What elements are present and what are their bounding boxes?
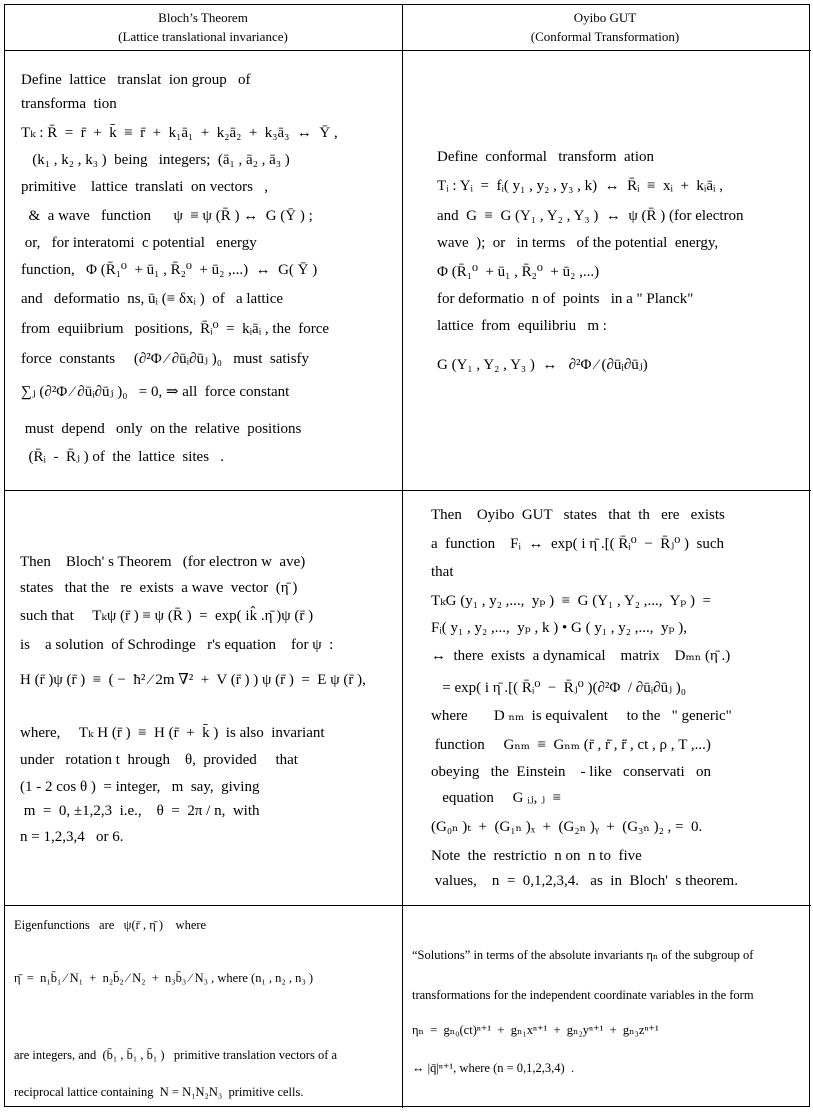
oyibo-theorem-line: Then Oyibo GUT states that th ere exists — [431, 507, 725, 523]
bloch-definition-line: from equiibrium positions, R̄ᵢ⁰ = kᵢāᵢ , the force — [21, 321, 330, 337]
bloch-theorem-line: such that Tₖψ (r̄ ) ≡ ψ (R̄ ) = exp( ik̂ .η̄ )ψ (r̄ ) — [20, 608, 314, 624]
eigenfunction-line: reciprocal lattice containing N = N₁N₂N₃ primitive cells. — [14, 1085, 304, 1099]
oyibo-theorem-line: a function Fᵢ ↔ exp( i η̄ .[( R̄ᵢ⁰ − R̄ⱼ⁰ ) such — [431, 536, 724, 552]
oyibo-definition-line: Φ (R̄₁⁰ + ū₁ , R̄₂⁰ + ū₂ ,...) — [437, 264, 600, 280]
oyibo-theorem-line: = exp( i η̄ .[( R̄ᵢ⁰ − R̄ⱼ⁰ )(∂²Φ / ∂ūᵢ∂ūⱼ )₀ — [431, 680, 687, 696]
bloch-theorem-line: Then Bloch' s Theorem (for electron w ave) — [20, 554, 306, 570]
oyibo-theorem-line: ↔ there exists a dynamical matrix Dₘₙ (η̄ .) — [431, 648, 731, 664]
bloch-theorem-line: (1 - 2 cos θ ) = integer, m say, giving — [20, 779, 260, 795]
oyibo-theorem-line: values, n = 0,1,2,3,4. as in Bloch' s theorem. — [431, 873, 738, 889]
bloch-definition-line: must depend only on the relative positions — [21, 421, 302, 437]
oyibo-definition-line: lattice from equilibriu m : — [437, 318, 607, 334]
solution-line: ηₙ = gₙ₀(ct)ⁿ⁺¹ + gₙ₁xⁿ⁺¹ + gₙ₂yⁿ⁺¹ + gₙ₃zⁿ⁺¹ — [412, 1023, 659, 1037]
bloch-theorem-line: n = 1,2,3,4 or 6. — [20, 829, 124, 845]
solution-line: “Solutions” in terms of the absolute invariants ηₙ of the subgroup of — [412, 948, 754, 962]
oyibo-theorem-line: TₖG (y₁ , y₂ ,..., yₚ ) ≡ G (Y₁ , Y₂ ,..., Yₚ ) = — [431, 593, 711, 609]
oyibo-definition-line: Define conformal transform ation — [437, 149, 655, 165]
header-left: Bloch’s Theorem — [158, 10, 248, 25]
oyibo-theorem-line: equation G ᵢⱼ, ⱼ ≡ — [431, 790, 562, 806]
bloch-theorem-line: m = 0, ±1,2,3 i.e., θ = 2π / n, with — [20, 803, 260, 819]
eigenfunction-line: are integers, and (b̄₁ , b̄₁ , b̄₁ ) primitive translation vectors of a — [14, 1048, 338, 1062]
bloch-definition-line: primitive lattice translati on vectors , — [21, 179, 269, 195]
eigenfunction-line: η̄ = n₁b̄₁ ⁄ N₁ + n₂b̄₂ ⁄ N₂ + n₃b̄₃ ⁄ N₃ , where (n₁ , n₂ , n₃ ) — [14, 971, 314, 985]
oyibo-theorem-line: that — [431, 564, 454, 580]
bloch-definition-line: (R̄ᵢ - R̄ⱼ ) of the lattice sites . — [21, 449, 225, 465]
bloch-theorem-line: is a solution of Schrodinge r's equation for ψ : — [20, 637, 334, 653]
oyibo-theorem-line: obeying the Einstein - like conservati on — [431, 764, 711, 780]
row-divider — [4, 490, 811, 491]
solution-line: ↔ |q̄|ⁿ⁺¹, where (n = 0,1,2,3,4) . — [412, 1061, 575, 1075]
bloch-definition-line: Define lattice translat ion group of — [21, 72, 251, 88]
header-right: (Conformal Transformation) — [530, 29, 680, 44]
column-divider — [402, 4, 403, 1108]
bloch-definition-line: and deformatio ns, ūᵢ (≡ δxᵢ ) of a lattice — [21, 291, 284, 307]
solution-line: transformations for the independent coordinate variables in the form — [412, 988, 754, 1002]
oyibo-theorem-line: Fᵢ( y₁ , y₂ ,..., yₚ , k ) • G ( y₁ , y₂ ,..., yₚ ), — [431, 620, 688, 636]
bloch-theorem-line: H (r̄ )ψ (r̄ ) ≡ ( − ħ² ⁄ 2m ∇² + V (r̄ ) ) ψ (r̄ ) = E ψ (r̄ ), — [20, 672, 366, 688]
bloch-definition-line: transforma tion — [21, 96, 117, 112]
oyibo-definition-line: wave ); or in terms of the potential energy, — [437, 235, 719, 251]
bloch-definition-line: ∑ⱼ (∂²Φ ⁄ ∂ūᵢ∂ūⱼ )₀ = 0, ⇒ all force constant — [21, 384, 290, 400]
oyibo-theorem-line: where D ₙₘ is equivalent to the " generic" — [431, 708, 732, 724]
oyibo-theorem-line: function Gₙₘ ≡ Gₙₘ (r̄ , ṙ̄ , r̈̄ , ct , ρ , T ,...) — [431, 737, 711, 753]
bloch-definition-line: function, Φ (R̄₁⁰ + ū₁ , R̄₂⁰ + ū₂ ,...) ↔ G( Ȳ ) — [21, 262, 318, 278]
bloch-theorem-line: where, Tₖ H (r̄ ) ≡ H (r̄ + k̄ ) is also invariant — [20, 725, 325, 741]
eigenfunction-line: Eigenfunctions are ψ(r̄ , η̄ ) where — [14, 918, 207, 932]
bloch-definition-line: Tₖ : R̄ = r̄ + k̄ ≡ r̄ + k₁ā₁ + k₂ā₂ + k₃ā₃ ↔ Ȳ , — [21, 125, 338, 141]
bloch-definition-line: force constants (∂²Φ ⁄ ∂ūᵢ∂ūⱼ )₀ must satisfy — [21, 351, 310, 367]
bloch-definition-line: or, for interatomi c potential energy — [21, 235, 257, 251]
bloch-theorem-line: under rotation t hrough θ, provided that — [20, 752, 298, 768]
oyibo-definition-line: and G ≡ G (Y₁ , Y₂ , Y₃ ) ↔ ψ (R̄ ) (for electron — [437, 208, 744, 224]
oyibo-definition-line: Tᵢ : Yᵢ = fᵢ( y₁ , y₂ , y₃ , k) ↔ R̄ᵢ ≡ xᵢ + kᵢāᵢ , — [437, 178, 723, 194]
oyibo-definition-line: G (Y₁ , Y₂ , Y₃ ) ↔ ∂²Φ ⁄ (∂ūᵢ∂ūⱼ) — [437, 357, 648, 373]
bloch-theorem-line: states that the re exists a wave vector (η̄ ) — [20, 580, 298, 596]
bloch-definition-line: & a wave function ψ ≡ ψ (R̄ ) ↔ G (Ȳ ) ; — [21, 208, 313, 224]
row-divider — [4, 50, 811, 51]
bloch-definition-line: (k₁ , k₂ , k₃ ) being integers; (ā₁ , ā₂ , ā₃ ) — [21, 152, 290, 168]
header-right: Oyibo GUT — [573, 10, 637, 25]
oyibo-theorem-line: Note the restrictio n on n to five — [431, 848, 642, 864]
header-left: (Lattice translational invariance) — [118, 29, 288, 44]
oyibo-definition-line: for deformatio n of points in a " Planck" — [437, 291, 694, 307]
row-divider — [4, 905, 811, 906]
oyibo-theorem-line: (G₀ₙ )ₜ + (G₁ₙ )ₓ + (G₂ₙ )ᵧ + (G₃ₙ )₂ , = 0. — [431, 819, 703, 835]
